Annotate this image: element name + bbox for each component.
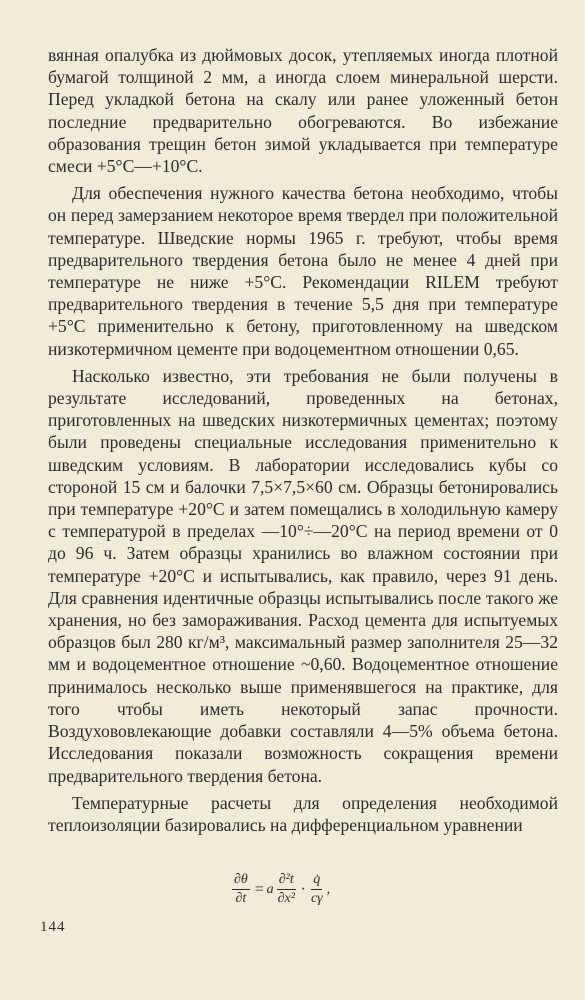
paragraph-4: Температурные расчеты для определения необходимой теплоизоляции базировались на дифференциальном уравнении <box>48 792 558 835</box>
paragraph-1: вянная опалубка из дюймовых досок, утепляемых иногда плотной бумагой толщиной 2 мм, а иногда слоем минеральной шерсти. Перед укладкой бетона на скалу или ранее уложенный бетон последние предварительно обогреваются. Во избежание образования трещин бетон зимой укладывается при температуре смеси +5°С—+10°С. <box>48 45 558 177</box>
dot-operator: · <box>300 880 305 898</box>
fraction-heat-source <box>309 872 325 907</box>
body-text <box>48 44 558 841</box>
mid-denominator: ∂x² <box>277 891 295 906</box>
fraction-lhs <box>232 872 250 907</box>
rhs-denominator: cγ <box>310 891 323 906</box>
equals-sign: = <box>253 880 265 898</box>
page-number: 144 <box>40 919 66 935</box>
rhs-numerator: q̇ <box>311 872 322 890</box>
formula-comma: , <box>326 881 331 897</box>
paragraph-2: Для обеспечения нужного качества бетона необходимо, чтобы он перед замерзанием некоторое время твердел при положительной температуре. Шведские нормы 1965 г. требуют, чтобы время предварительного твердения бетона было не менее 4 дней при температуре не ниже +5°С. Рекомендации RILEM требуют предварительного твердения в течение 5,5 дня при температуре +5°С применительно к бетону, приготовленному на шведском низкотермичном цементе при водоцементном отношении 0,65. <box>48 183 558 359</box>
differential-equation <box>230 872 430 907</box>
lhs-denominator: ∂t <box>235 891 247 906</box>
coefficient: a <box>266 881 274 897</box>
paragraph-3: Насколько известно, эти требования не были получены в результате исследований, проведенных на бетонах, приготовленных на шведских низкотермичных цементах; поэтому были проведены специальные исследования применительно к шведским условиям. В лаборатории исследовались кубы со стороной 15 см и балочки 7,5×7,5×60 см. Образцы бетонировались при температуре +20°С и затем помещались в холодильную камеру с температурой в пределах —10°÷—20°С на период времени от 0 до 96 ч. Затем образцы хранились во влажном состоянии при температуре +20°С и испытывались, как правило, через 91 день. Для сравнения идентичные образцы испытывались после такого же хранения, но без замораживания. Расход цемента для испытуемых образцов был 280 кг/м³, максимальный размер заполнителя 25—32 мм и водоцементное отношение ~0,60. Водоцементное отношение принималось несколько выше применявшегося на практике, для того чтобы иметь некоторый запас прочности. Воздухововлекающие добавки составляли 4—5% объема бетона. Исследования показали возможность сокращения времени предварительного твердения бетона. <box>48 365 558 786</box>
lhs-numerator: ∂θ <box>232 872 250 890</box>
fraction-second-derivative <box>276 872 297 907</box>
mid-numerator: ∂²t <box>277 872 296 890</box>
